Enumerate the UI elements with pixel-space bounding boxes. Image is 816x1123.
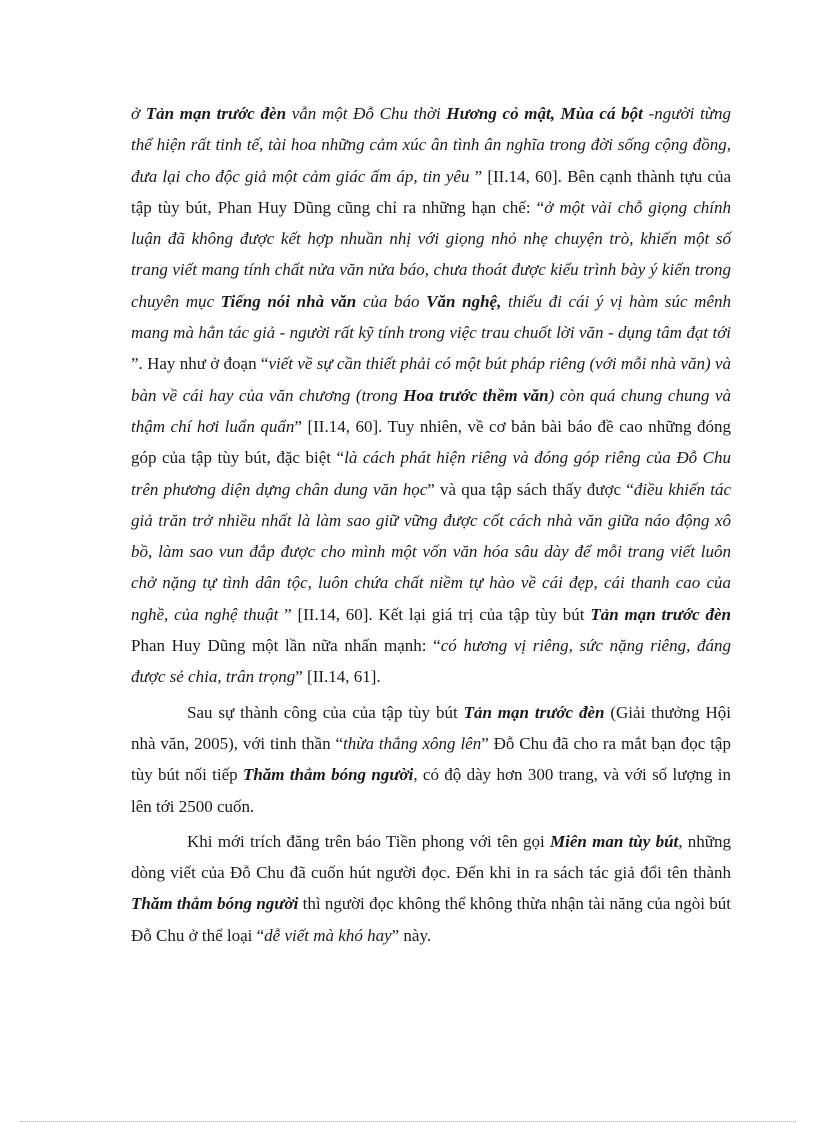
quotation: là cách phát hiện riêng và đóng góp riêng của Đỗ Chu trên phương diện dựng chân dung văn học xyxy=(131,448,732,499)
quotation: thừa thắng xông lên xyxy=(343,733,482,753)
quotation: ) còn quá chung chung và thậm chí hơi luẩn quẩn xyxy=(131,385,731,436)
text-run: ” [II.14, 61]. xyxy=(295,667,381,687)
text-run: ” [II.14, 60]. Kết lại giá trị của tập tùy bút xyxy=(278,604,591,624)
book-title: Hoa trước thềm văn xyxy=(403,385,549,405)
text-run: Sau sự thành công của của tập tùy bút xyxy=(187,702,464,722)
column-title: Tiếng nói nhà văn xyxy=(220,291,357,311)
quotation: điều khiến tác giả trăn trở nhiều nhất là làm sao giữ vững được cốt cách nhà văn giữa náo động xô bồ, làm sao vun đắp được cho mình một vốn văn hóa sâu dày để mỗi trang viết luôn chở nặng tự tình dân tộc, luôn chứa chất niềm tự hào về cái đẹp, cái thanh cao của nghề, của nghệ thuật xyxy=(131,479,731,624)
document-page xyxy=(131,98,731,955)
book-title: Tản mạn trước đèn xyxy=(145,104,287,123)
text-run: vẫn một Đỗ Chu thời xyxy=(286,104,447,123)
quotation: người từng thể hiện rất tinh tế, tài hoa những cảm xúc ân tình ân nghĩa trong đời sống cộng đồng, đưa lại cho độc giả một cảm giác ấm áp, tin yêu xyxy=(131,104,731,186)
text-run: , có độ dày hơn 300 trang, và với số lượng in lên tới 2500 cuốn. xyxy=(131,765,731,816)
text-run: ”. Hay như ở đoạn “ xyxy=(131,354,269,374)
paragraph-1 xyxy=(131,98,731,693)
text-run: Phan Huy Dũng một lần nữa nhấn mạnh: “ xyxy=(131,636,441,656)
book-title: Miên man tùy bút xyxy=(550,831,679,851)
text-run: , những dòng viết của Đỗ Chu đã cuốn hút người đọc. Đến khi in ra sách tác giả đổi tên thành xyxy=(131,831,731,883)
text-run: ” [II.14, 60]. Bên cạnh thành tựu của tập tùy bút, Phan Huy Dũng cũng chỉ ra những hạn chế: “ xyxy=(131,166,731,217)
text-run: ở xyxy=(131,104,146,123)
quotation: dễ viết mà khó hay xyxy=(264,925,392,945)
quotation: viết về sự cần thiết phải có một bút pháp riêng (với mỗi nhà văn) và bàn về cái hay của văn chương (trong xyxy=(131,354,732,405)
book-title: Thăm thẳm bóng người xyxy=(131,894,299,914)
quotation: thiếu đi cái ý vị hàm súc mênh mang mà hẳn tác giả - người rất kỹ tính trong việc trau chuốt lời văn - dụng tâm đạt tới xyxy=(131,291,731,343)
book-title: Thăm thẳm bóng người xyxy=(242,765,414,785)
book-title: Tản mạn trước đèn xyxy=(463,702,605,722)
page-bottom-divider xyxy=(20,1121,796,1122)
paragraph-3 xyxy=(131,826,731,951)
book-title: Tản mạn trước đèn xyxy=(590,604,731,624)
text-run: (Giải thưởng Hội nhà văn, 2005), với tinh thần “ xyxy=(131,702,732,753)
text-run: ” Đỗ Chu đã cho ra mắt bạn đọc tập tùy bút nối tiếp xyxy=(131,733,731,785)
text-run: của báo xyxy=(356,291,427,311)
text-run: Khi mới trích đăng trên báo Tiền phong với tên gọi xyxy=(187,831,551,851)
paragraph-2 xyxy=(131,697,731,822)
newspaper-title: Văn nghệ, xyxy=(426,291,502,311)
text-run: thì người đọc không thể không thừa nhận tài năng của ngòi bút Đỗ Chu ở thể loại “ xyxy=(131,894,731,945)
text-run: - xyxy=(642,104,655,123)
quotation: có hương vị riêng, sức nặng riêng, đáng được sẻ chia, trân trọng xyxy=(131,636,731,687)
quotation: ở một vài chỗ giọng chính luận đã không được kết hợp nhuần nhị với giọng nhỏ nhẹ chuyện trò, khiến một số trang viết mang tính chất nửa văn nửa báo, chưa thoát được kiểu trình bày ý kiến trong chuyên mục xyxy=(131,197,731,311)
text-run: ” này. xyxy=(391,925,432,945)
text-run: ” và qua tập sách thấy được “ xyxy=(427,479,634,499)
book-title: Hương cỏ mật, Mùa cá bột xyxy=(446,104,643,123)
text-run: ” [II.14, 60]. Tuy nhiên, về cơ bản bài báo đề cao những đóng góp của tập tùy bút, đặc biệt “ xyxy=(131,416,731,468)
